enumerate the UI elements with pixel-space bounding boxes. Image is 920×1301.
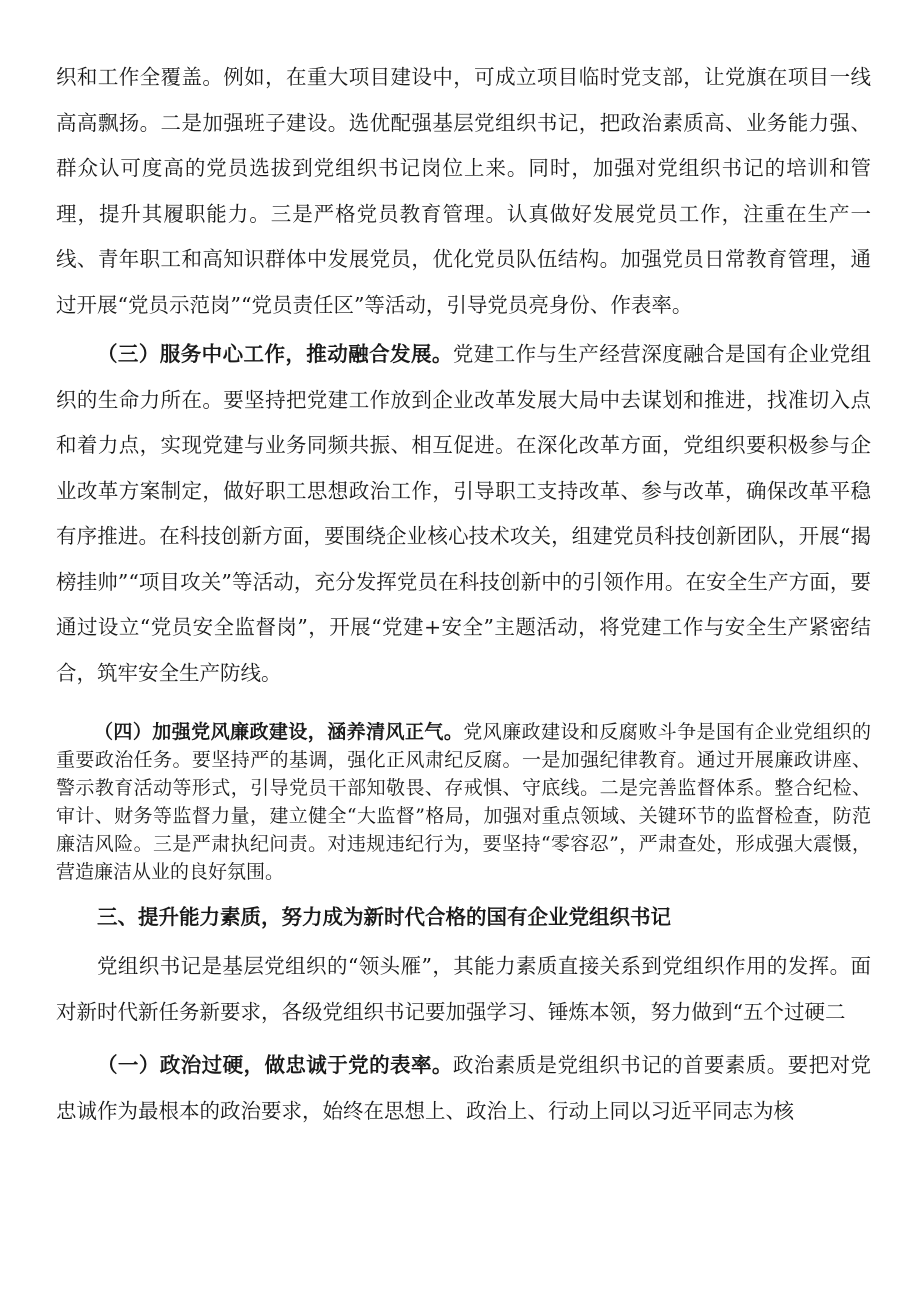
paragraph-party-organization-coverage (56, 55, 871, 328)
subsection-heading-3: （三）服务中心工作，推动融合发展。 (97, 342, 453, 366)
paragraph-integrity-building (56, 718, 871, 886)
section-title-3: 三、提升能力素质，努力成为新时代合格的国有企业党组织书记 (97, 905, 671, 929)
paragraph-text: 党建工作与生产经营深度融合是国有企业党组织的生命力所在。要坚持把党建工作放到企业改革发展大局中去谋划和推进，找准切入点和着力点，实现党建与业务同频共振、相互促进。在深化改革方面，党组织要积极参与企业改革方案制定，做好职工思想政治工作，引导职工支持改革、参与改革，确保改革平稳有序推进。在科技创新方面，要围绕企业核心技术攻关，组建党员科技创新团队，开展“揭榜挂帅”“项目攻关”等活动，充分发挥党员在科技创新中的引领作用。在安全生产方面，要通过设立“党员安全监督岗”，开展“党建+安全”主题活动，将党建工作与安全生产紧密结合，筑牢安全生产防线。 (56, 342, 872, 685)
paragraph-secretary-leader (56, 944, 871, 1035)
paragraph-serve-central-work (56, 332, 871, 696)
paragraph-text: 织和工作全覆盖。例如，在重大项目建设中，可成立项目临时党支部，让党旗在项目一线高高飘扬。二是加强班子建设。选优配强基层党组织书记，把政治素质高、业务能力强、群众认可度高的党员选拔到党组织书记岗位上来。同时，加强对党组织书记的培训和管理，提升其履职能力。三是严格党员教育管理。认真做好发展党员工作，注重在生产一线、青年职工和高知识群体中发展党员，优化党员队伍结构。加强党员日常教育管理，通过开展“党员示范岗”“党员责任区”等活动，引导党员亮身份、作表率。 (56, 65, 871, 317)
document-body (56, 55, 871, 1134)
paragraph-text: 党风廉政建设和反腐败斗争是国有企业党组织的重要政治任务。要坚持严的基调，强化正风肃纪反腐。一是加强纪律教育。通过开展廉政讲座、警示教育活动等形式，引导党员干部知敬畏、存戒惧、守底线。二是完善监督体系。整合纪检、审计、财务等监督力量，建立健全“大监督”格局，加强对重点领域、关键环节的监督检查，防范廉洁风险。三是严肃执纪问责。对违规违纪行为，要坚持“零容忍”，严肃查处，形成强大震慑，营造廉洁从业的良好氛围。 (56, 721, 871, 883)
subsection-heading-4: （四）加强党风廉政建设，涵养清风正气。 (94, 721, 464, 743)
paragraph-text: 党组织书记是基层党组织的“领头雁”，其能力素质直接关系到党组织作用的发挥。面对新时代新任务新要求，各级党组织书记要加强学习、锤炼本领，努力做到“五个过硬二 (56, 954, 871, 1024)
paragraph-text: 政治素质是党组织书记的首要素质。要把对党忠诚作为最根本的政治要求，始终在思想上、政治上、行动上同以习近平同志为核 (56, 1053, 872, 1123)
subsection-heading-1: （一）政治过硬，做忠诚于党的表率。 (97, 1053, 453, 1077)
paragraph-political-strength (56, 1043, 871, 1134)
